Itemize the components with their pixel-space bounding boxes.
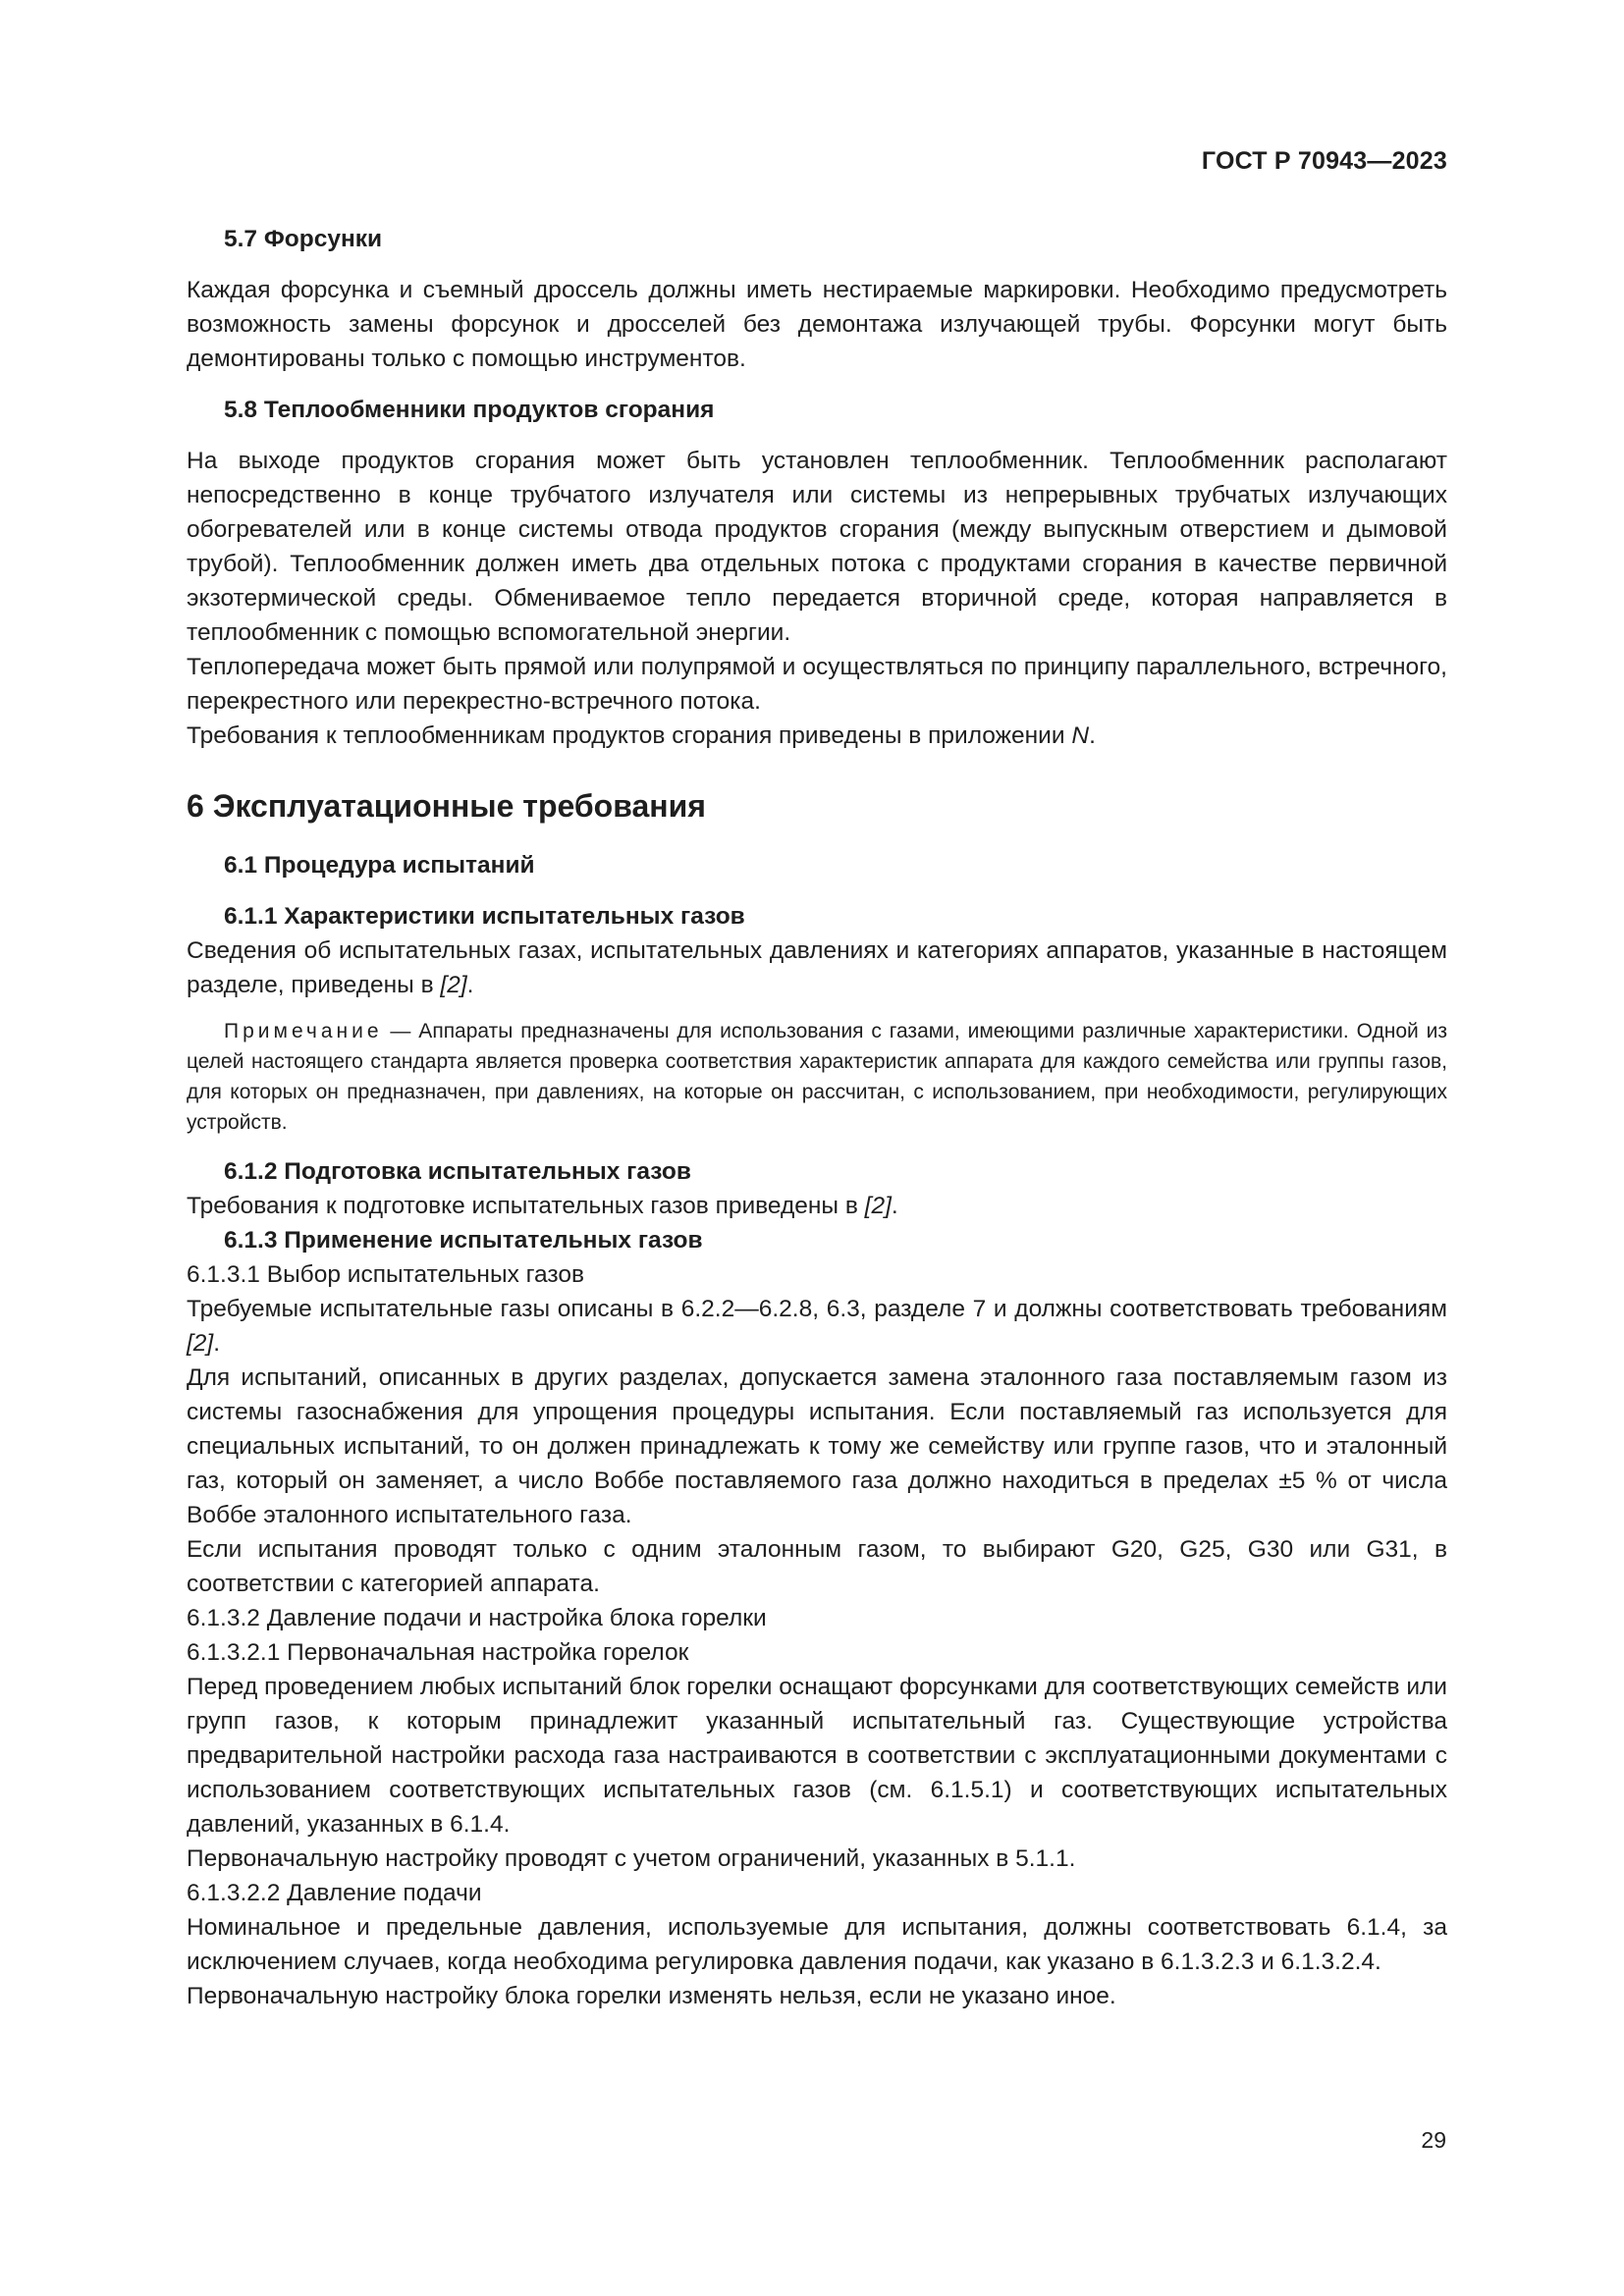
paragraph-text: Требования к подготовке испытательных газов приведены в	[187, 1193, 865, 1219]
paragraph	[187, 273, 1447, 376]
paragraph-text: Каждая форсунка и съемный дроссель должны иметь нестираемые маркировки. Необходимо предусмотреть возможность замены форсунок и дросселей без демонтажа излучающей трубы. Форсунки могут быть демонтированы только с помощью инструментов.	[187, 277, 1447, 372]
section-heading-6-1-2: 6.1.2 Подготовка испытательных газов	[224, 1158, 691, 1185]
chapter-heading-6: 6 Эксплуатационные требования	[187, 788, 706, 824]
paragraph: Первоначальную настройку проводят с учетом ограничений, указанных в 5.1.1.	[187, 1845, 1076, 1872]
paragraph-text: Требуемые испытательные газы описаны в 6.2.2—6.2.8, 6.3, разделе 7 и должны соответствовать требованиям	[187, 1296, 1447, 1322]
bibliography-reference: [2]	[440, 972, 467, 998]
paragraph: Перед проведением любых испытаний блок горелки оснащают форсунками для соответствующих семейств или групп газов, к которым принадлежит указанный испытательный газ. Существующие устройства предварительной настройки расхода газа настраиваются в соответствии с эксплуатационными документами с использованием соответствующих испытательных газов (см. 6.1.5.1) и соответствующих испытательных давлений, указанных в 6.1.4.	[187, 1674, 1447, 1838]
punctuation: .	[891, 1193, 898, 1219]
note-label: Примечание	[224, 1020, 383, 1042]
paragraph: Для испытаний, описанных в других разделах, допускается замена эталонного газа поставляемым газом из системы газоснабжения для упрощения процедуры испытания. Если поставляемый газ используется для специальных испытаний, то он должен принадлежать к тому же семейству или группе газов, что и эталонный газ, который он заменяет, а число Воббе поставляемого газа должно находиться в пределах ±5 % от числа Воббе эталонного испытательного газа.	[187, 1364, 1447, 1528]
note	[187, 1016, 1447, 1138]
paragraph	[187, 650, 1447, 719]
paragraph: Если испытания проводят только с одним эталонным газом, то выбирают G20, G25, G30 или G31, в соответствии с категорией аппарата.	[187, 1536, 1447, 1597]
paragraph: Номинальное и предельные давления, используемые для испытания, должны соответствовать 6.1.4, за исключением случаев, когда необходима регулировка давления подачи, как указано в 6.1.3.2.3 и 6.1.3.2.4.	[187, 1914, 1447, 1975]
bibliography-reference: [2]	[187, 1330, 214, 1357]
paragraph-text: Требования к теплообменникам продуктов сгорания приведены в приложении	[187, 722, 1072, 749]
document-body	[187, 222, 1447, 2013]
section-heading-5-7: 5.7 Форсунки	[224, 226, 383, 252]
standard-id: ГОСТ Р 70943—2023	[1201, 147, 1447, 175]
section-heading-6-1-3: 6.1.3 Применение испытательных газов	[224, 1227, 703, 1254]
subsection-heading-6-1-3-2: 6.1.3.2 Давление подачи и настройка блока горелки	[187, 1605, 767, 1631]
paragraph	[187, 719, 1447, 753]
section-heading-5-8: 5.8 Теплообменники продуктов сгорания	[224, 397, 715, 423]
section-heading-6-1-1: 6.1.1 Характеристики испытательных газов	[224, 903, 745, 930]
section-heading-6-1: 6.1 Процедура испытаний	[224, 852, 535, 879]
punctuation: .	[466, 972, 474, 998]
paragraph: Первоначальную настройку блока горелки изменять нельзя, если не указано иное.	[187, 1983, 1116, 2009]
punctuation: .	[1089, 722, 1096, 749]
punctuation: .	[213, 1330, 221, 1357]
paragraph	[187, 1292, 1447, 1361]
paragraph	[187, 444, 1447, 650]
page-number: 29	[1421, 2127, 1446, 2153]
subsection-heading-6-1-3-1: 6.1.3.1 Выбор испытательных газов	[187, 1261, 584, 1288]
paragraph-text: Теплопередача может быть прямой или полупрямой и осуществляться по принципу параллельного, встречного, перекрестного или перекрестно-встречного потока.	[187, 654, 1447, 715]
paragraph-text: На выходе продуктов сгорания может быть установлен теплообменник. Теплообменник располагают непосредственно в конце трубчатого излучателя или системы из непрерывных трубчатых излучающих обогревателей или в конце системы отвода продуктов сгорания (между выпускным отверстием и дымовой трубой). Теплообменник должен иметь два отдельных потока с продуктами сгорания в качестве первичной экзотермической среды. Обмениваемое тепло передается вторичной среде, которая направляется в теплообменник с помощью вспомогательной энергии.	[187, 448, 1447, 646]
annex-reference: N	[1071, 722, 1090, 749]
paragraph	[187, 1189, 1447, 1223]
paragraph-text: Сведения об испытательных газах, испытательных давлениях и категориях аппаратов, указанные в настоящем разделе, приведены в	[187, 937, 1447, 998]
subsection-heading-6-1-3-2-2: 6.1.3.2.2 Давление подачи	[187, 1880, 482, 1906]
paragraph	[187, 934, 1447, 1002]
note-text: — Аппараты предназначены для использования с газами, имеющими различные характеристики. Одной из целей настоящего стандарта является проверка соответствия характеристик аппарата для каждого семейства или группы газов, для которых он предназначен, при давлениях, на которые он рассчитан, с использованием, при необходимости, регулирующих устройств.	[187, 1020, 1447, 1134]
subsection-heading-6-1-3-2-1: 6.1.3.2.1 Первоначальная настройка горелок	[187, 1639, 689, 1666]
bibliography-reference: [2]	[864, 1193, 892, 1219]
